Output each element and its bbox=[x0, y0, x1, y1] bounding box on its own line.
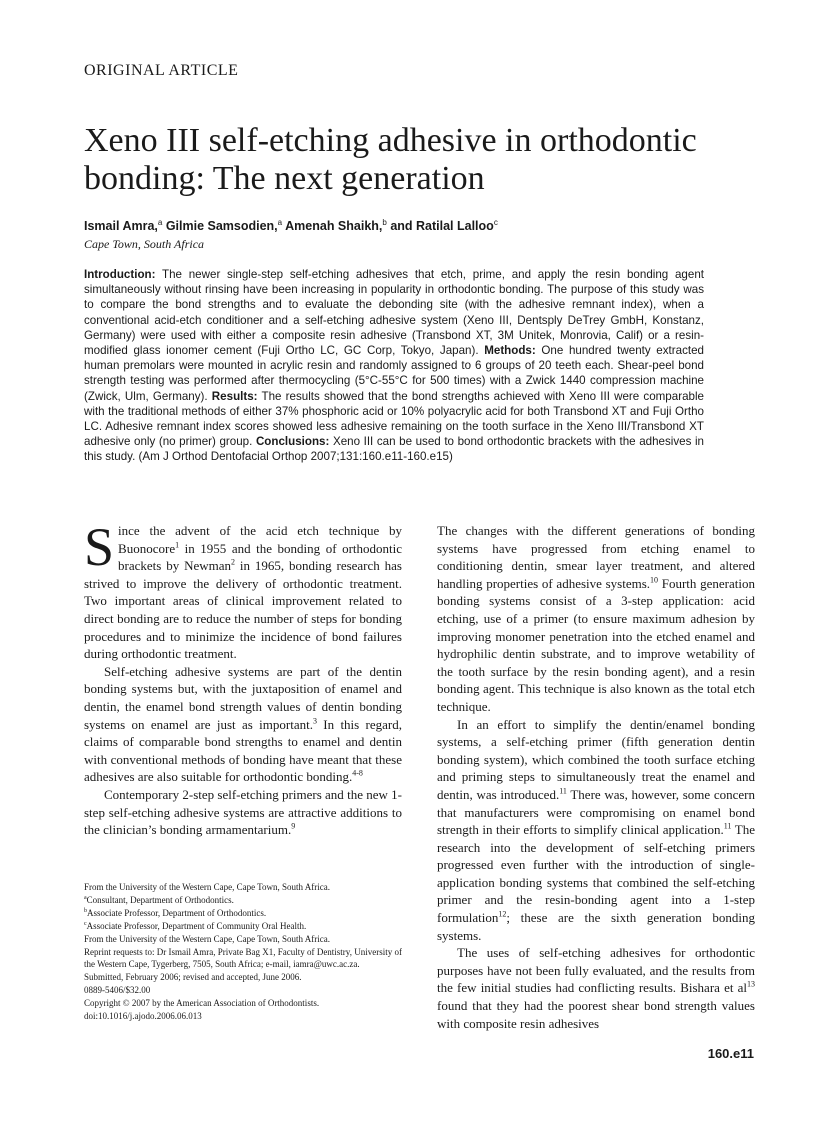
text-run: Submitted, February 2006; revised and accepted, June 2006. bbox=[84, 972, 302, 983]
text-run: Self-etching adhesive systems are part of the dentin bonding systems but, with the juxtaposition of enamel and dentin, the enamel bond strength values of dentin bonding systems on enamel are just as important. bbox=[84, 663, 402, 732]
text-run: The uses of self-etching adhesives for orthodontic purposes have not been fully evaluated, and the results from the few initial studies had conflicting results. Bishara et al bbox=[437, 945, 755, 996]
abstract-section-text: The results showed that the bond strengths achieved with Xeno III were comparable with the traditional methods of either 37% phosphoric acid or 10% polyacrylic acid for both Transbond XT and Fuji Ortho LC. Adhesive remnant index scores showed less adhesive remaining on the tooth surface in the Xeno III/Transbond XT adhesive only (no primer) group. bbox=[84, 389, 704, 449]
drop-cap: S bbox=[84, 517, 115, 577]
article-title: Xeno III self-etching adhesive in orthodontic bonding: The next generation bbox=[84, 122, 697, 197]
text-run: in 1955 and the bonding of orthodontic brackets by Newman bbox=[118, 540, 402, 574]
body-paragraph bbox=[437, 716, 755, 945]
text-run: Reprint requests to: Dr Ismail Amra, Private Bag X1, Faculty of Dentistry, University of the Western Cape, Tygerberg, 7505, South Africa; e-mail, iamra@uwc.ac.za. bbox=[84, 946, 402, 970]
author-name: Gilmie Samsodien, bbox=[162, 219, 278, 234]
abstract-section-label: Conclusions: bbox=[255, 435, 330, 449]
reference-superscript: 11 bbox=[723, 821, 732, 831]
affiliation-superscript: a bbox=[157, 218, 163, 227]
footnote bbox=[84, 933, 402, 946]
abstract-section-text: Xeno III can be used to bond orthodontic brackets with the adhesives in this study. (Am J Orthod Dentofacial Orthop 2007;131:160.e11-160.e15) bbox=[84, 435, 705, 464]
text-run: found that they had the poorest shear bond strength values with composite resin adhesives bbox=[437, 998, 755, 1031]
reference-superscript: 13 bbox=[747, 980, 755, 990]
section-label: ORIGINAL ARTICLE bbox=[84, 62, 239, 79]
text-run: Contemporary 2-step self-etching primers and the new 1-step self-etching adhesive systems are attractive additions to the clinician’s bonding armamentarium. bbox=[84, 786, 402, 838]
abstract-section-label: Methods: bbox=[484, 344, 536, 358]
reference-superscript: 1 bbox=[175, 540, 180, 550]
abstract-section-text: One hundred twenty extracted human premolars were mounted in acrylic resin and randomly assigned to 6 groups of 20 teeth each. Shear-peel bond strength testing was performed after thermocycling (5°C-55°C for 500 times) with a Zwick 1440 compression machine (Zwick, Ulm, Germany). bbox=[84, 344, 705, 403]
affiliation-superscript: c bbox=[493, 218, 498, 227]
body-paragraph bbox=[84, 663, 402, 786]
abstract-section-text: The newer single-step self-etching adhesives that etch, prime, and apply the resin bonding agent simultaneously without rinsing have been increasing in popularity in orthodontic bonding. The purpose of this study was to compare the bond strengths and to evaluate the debonding site (with the adhesive remnant index), when a conventional acid-etch conditioner and a self-etching adhesive system (Xeno III, Dentsply DeTrey GmbH, Konstanz, Germany) were used with either a composite resin adhesive (Transbond XT, 3M Unitek, Monrovia, Calif) or a resin-modified glass ionomer cement (Fuji Ortho LC, GC Corp, Tokyo, Japan). bbox=[84, 268, 704, 358]
text-run: ince the advent of the acid etch technique by Buonocore bbox=[118, 523, 402, 556]
body-paragraph bbox=[84, 517, 402, 663]
footnote bbox=[84, 881, 402, 894]
footnote bbox=[84, 920, 402, 933]
author-name: Ismail Amra, bbox=[84, 219, 158, 234]
reference-superscript: 3 bbox=[312, 716, 317, 726]
text-run: In an effort to simplify the dentin/enamel bonding systems, a self-etching primer (fifth generation dentin bonding system), which combined the tooth surface etching and priming steps to simultaneously treat the enamel and dentin, was introduced. bbox=[437, 716, 755, 802]
body-column-right bbox=[437, 522, 755, 1032]
text-run: There was, however, some concern that manufacturers were compromising on enamel bond strength in their efforts to simplify clinical application. bbox=[437, 786, 755, 838]
abstract-section-label: Results: bbox=[211, 389, 258, 403]
text-run: The changes with the different generations of bonding systems have progressed from etching enamel to conditioning dentin, smear layer treatment, and altered handling properties of adhesive systems. bbox=[437, 523, 755, 591]
text-run: doi:10.1016/j.ajodo.2006.06.013 bbox=[84, 1011, 202, 1022]
text-run: Consultant, Department of Orthodontics. bbox=[86, 894, 234, 905]
affiliation-superscript: b bbox=[382, 218, 387, 227]
text-run: 0889-5406/$32.00 bbox=[84, 985, 151, 996]
footnote bbox=[84, 971, 402, 984]
reference-superscript: 10 bbox=[650, 575, 659, 585]
footnotes bbox=[84, 881, 402, 1023]
author-list bbox=[84, 218, 498, 233]
text-run: Copyright © 2007 by the American Association of Orthodontists. bbox=[84, 998, 320, 1009]
footnote bbox=[84, 946, 402, 972]
reference-superscript: 4-8 bbox=[352, 768, 363, 778]
footnote bbox=[84, 984, 402, 997]
reference-superscript: 2 bbox=[231, 557, 236, 567]
text-run: Associate Professor, Department of Orthodontics. bbox=[87, 907, 267, 918]
affiliation: Cape Town, South Africa bbox=[84, 237, 205, 251]
body-column-left bbox=[84, 517, 402, 839]
body-paragraph bbox=[84, 786, 402, 839]
page-number: 160.e11 bbox=[707, 1046, 754, 1061]
author-name: Amenah Shaikh, bbox=[282, 219, 383, 234]
text-run: ; these are the sixth generation bonding systems. bbox=[437, 910, 755, 943]
text-run: Fourth generation bonding systems consist of a 3-step application: acid etching, use of a primer (to ensure maximum adhesion by improving monomer penetration into the etched enamel and hydrophilic dentin substrate, and to improve wetability of the tooth surface by the resin bonding agent), and a resin bonding agent. This technique is also known as the total etch technique. bbox=[437, 575, 755, 714]
reference-superscript: 11 bbox=[559, 786, 567, 796]
text-run: From the University of the Western Cape, Cape Town, South Africa. bbox=[84, 933, 331, 944]
reference-superscript: 12 bbox=[498, 909, 507, 919]
body-paragraph bbox=[437, 522, 755, 716]
body-paragraph bbox=[437, 944, 755, 1032]
reference-superscript: 9 bbox=[291, 821, 296, 831]
author-name: and Ratilal Lalloo bbox=[386, 219, 494, 234]
reference-superscript: c bbox=[84, 920, 87, 927]
text-run: In this regard, claims of comparable bond strengths to enamel and dentin with conventional methods of bonding have meant that these adhesives are also suitable for orthodontic bonding. bbox=[84, 716, 402, 785]
footnote bbox=[84, 907, 402, 920]
footnote bbox=[84, 894, 402, 907]
footnote bbox=[84, 1010, 402, 1023]
reference-superscript: a bbox=[84, 894, 87, 901]
reference-superscript: b bbox=[84, 907, 87, 914]
abstract-section-label: Introduction: bbox=[84, 268, 156, 281]
text-run: in 1965, bonding research has strived to improve the delivery of orthodontic treatment. Two important areas of clinical improvement related to direct bonding are to reduce the number of steps for bonding procedures and to minimize the incidence of bond failures during orthodontic treatment. bbox=[84, 558, 402, 662]
abstract bbox=[84, 267, 704, 465]
affiliation-superscript: a bbox=[277, 218, 283, 227]
text-run: The research into the development of self-etching primers progressed even further with the introduction of single-application bonding systems that combined the self-etching primer and the resin-bonding agent into a 1-step formulation bbox=[437, 822, 755, 926]
footnote bbox=[84, 997, 402, 1010]
text-run: Associate Professor, Department of Community Oral Health. bbox=[86, 920, 307, 931]
text-run: From the University of the Western Cape, Cape Town, South Africa. bbox=[84, 882, 331, 892]
